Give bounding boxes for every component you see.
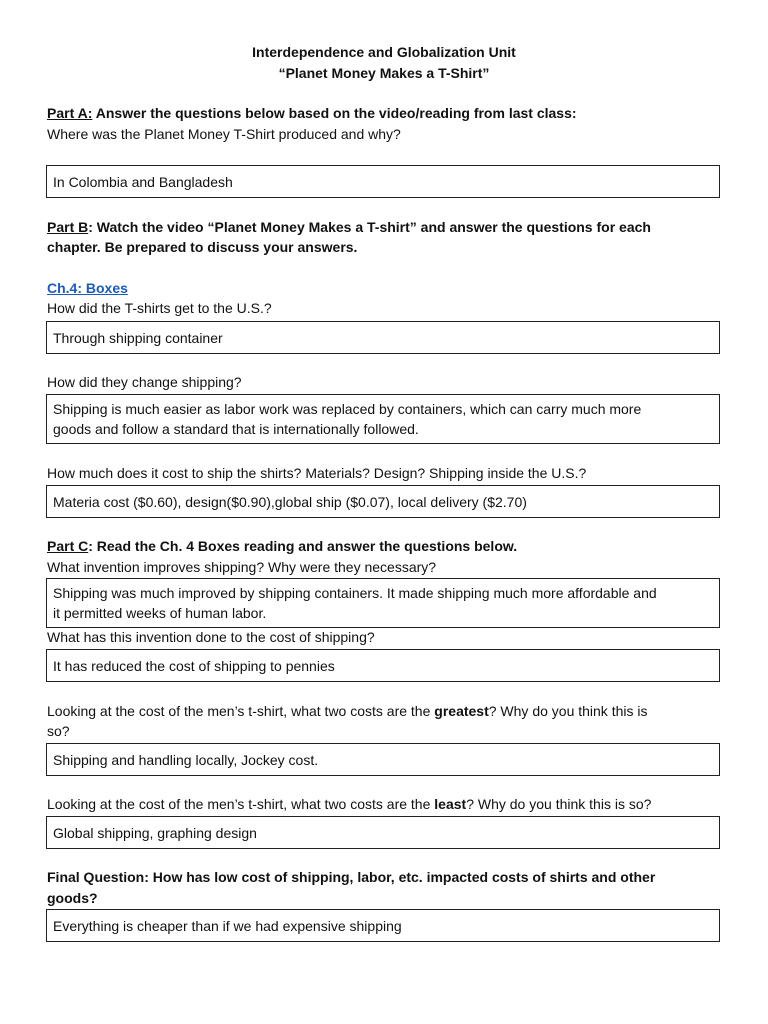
part-c-question-4 [47, 794, 722, 814]
worksheet-title: Interdependence and Globalization Unit [252, 44, 516, 60]
part-a-answer: In Colombia and Bangladesh [53, 173, 233, 190]
part-c-answer-3: Shipping and handling locally, Jockey cost. [53, 751, 319, 768]
part-c-question-3-line2: so? [47, 723, 70, 739]
part-c-answer-box-2[interactable] [46, 649, 720, 682]
part-c-answer-box-3[interactable] [46, 743, 720, 776]
part-b-answer-box-1[interactable] [46, 321, 720, 354]
worksheet-subtitle: “Planet Money Makes a T-Shirt” [278, 65, 490, 81]
part-c-answer-1-line2: it permitted weeks of human labor. [53, 605, 267, 621]
part-a-heading [47, 103, 722, 123]
chapter-link[interactable]: Ch.4: Boxes [47, 280, 128, 296]
part-c-question-3-pre: Looking at the cost of the men’s t-shirt, what two costs are the [47, 703, 435, 719]
part-b-answer-2-line1: Shipping is much easier as labor work was replaced by containers, which can carry much more [53, 401, 642, 417]
final-answer: Everything is cheaper than if we had expensive shipping [53, 917, 402, 934]
part-c-answer-1-line1: Shipping was much improved by shipping containers. It made shipping much more affordable and [53, 585, 657, 601]
part-b-answer-box-2[interactable] [46, 394, 720, 444]
part-c-question-1: What invention improves shipping? Why were they necessary? [47, 559, 437, 575]
part-b-question-3: How much does it cost to ship the shirts? Materials? Design? Shipping inside the U.S.? [47, 465, 587, 481]
part-b-answer-box-3[interactable] [46, 485, 720, 518]
part-b-answer-3: Materia cost ($0.60), design($0.90),global ship ($0.07), local delivery ($2.70) [53, 493, 527, 510]
part-c-answer-1 [53, 583, 657, 623]
final-question-line2: goods? [47, 890, 98, 906]
part-c-heading [47, 536, 722, 556]
part-c-question-4-post: ? Why do you think this is so? [466, 796, 652, 812]
part-c-answer-box-1[interactable] [46, 578, 720, 628]
part-c-question-3 [47, 701, 722, 721]
part-b-instruction-line2: chapter. Be prepared to discuss your answers. [47, 239, 358, 255]
part-a-question: Where was the Planet Money T-Shirt produced and why? [47, 126, 401, 142]
part-c-answer-box-4[interactable] [46, 816, 720, 849]
part-c-label: Part C [47, 538, 89, 554]
part-c-instruction: : Read the Ch. 4 Boxes reading and answer the questions below. [88, 538, 518, 554]
part-a-answer-box[interactable] [46, 165, 720, 198]
part-b-heading [47, 217, 722, 237]
part-c-answer-2: It has reduced the cost of shipping to pennies [53, 657, 335, 674]
part-b-label: Part B [47, 219, 89, 235]
chapter-heading [47, 278, 722, 298]
part-b-instruction-line1: : Watch the video “Planet Money Makes a T-shirt” and answer the questions for each [88, 219, 651, 235]
final-answer-box[interactable] [46, 909, 720, 942]
part-b-answer-1: Through shipping container [53, 329, 223, 346]
part-c-answer-4: Global shipping, graphing design [53, 824, 257, 841]
part-b-answer-2-line2: goods and follow a standard that is internationally followed. [53, 421, 419, 437]
part-c-question-4-emphasis: least [434, 796, 467, 812]
part-c-question-3-post: ? Why do you think this is [488, 703, 648, 719]
final-question-line1: Final Question: How has low cost of shipping, labor, etc. impacted costs of shirts and other [47, 869, 656, 885]
part-c-question-2: What has this invention done to the cost of shipping? [47, 629, 375, 645]
part-a-label: Part A: [47, 105, 93, 121]
part-b-question-1: How did the T-shirts get to the U.S.? [47, 300, 272, 316]
part-c-question-3-emphasis: greatest [434, 703, 489, 719]
part-a-instruction: Answer the questions below based on the video/reading from last class: [92, 105, 577, 121]
part-c-question-4-pre: Looking at the cost of the men’s t-shirt, what two costs are the [47, 796, 435, 812]
part-b-question-2: How did they change shipping? [47, 374, 242, 390]
part-b-answer-2 [53, 399, 641, 439]
